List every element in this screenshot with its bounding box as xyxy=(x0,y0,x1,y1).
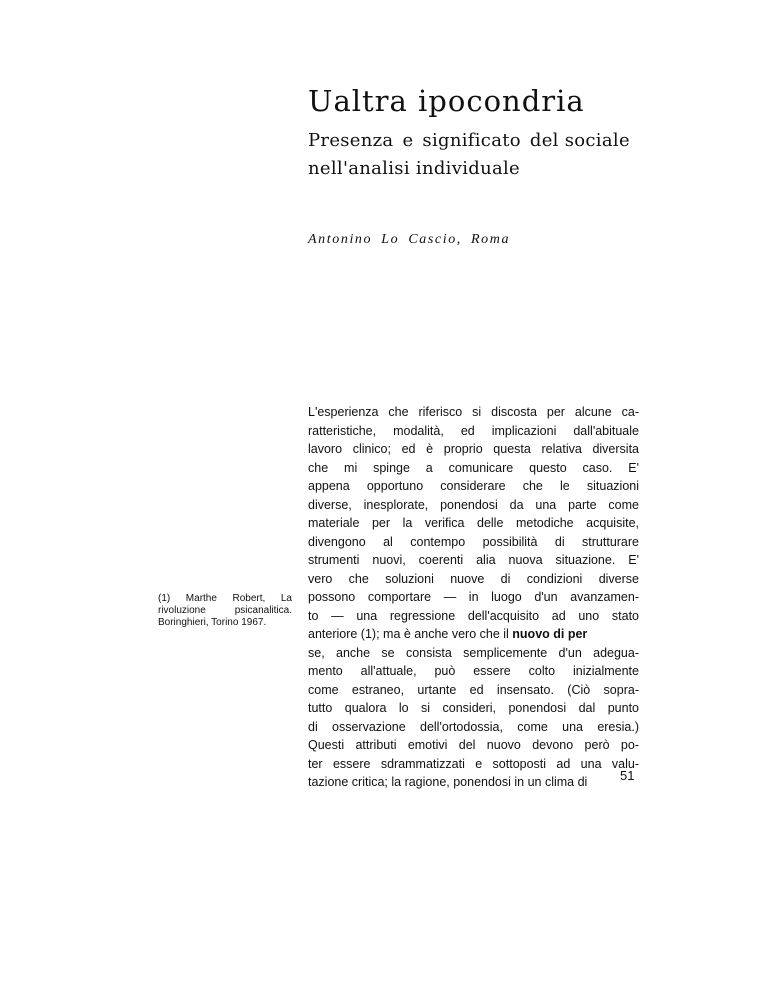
body-line: se, anche se consista semplicemente d'un adegua- xyxy=(308,645,639,660)
body-line: come estraneo, urtante ed insensato. (Ciò sopra- xyxy=(308,682,639,697)
body-line: materiale per la verifica delle metodiche acquisite, xyxy=(308,516,639,530)
footnote-line: Boringhieri, Torino 1967. xyxy=(158,617,267,628)
body-line: diverse, inesplorate, ponendosi da una parte come xyxy=(308,497,639,512)
body-line: appena opportuno considerare che le situazioni xyxy=(308,479,639,493)
body-line: tutto qualora lo si consideri, ponendosi dal punto xyxy=(308,701,639,715)
body-line: ter essere sdrammatizzati e sottoposti ad una valu- xyxy=(308,756,639,771)
body-line: lavoro clinico; ed è proprio questa relativa diversita xyxy=(308,442,639,456)
body-line: divengono al contempo possibilità di strutturare xyxy=(308,534,639,549)
body-line: to — una regressione dell'acquisito ad uno stato xyxy=(308,608,639,623)
footnote-line: (1) Marthe Robert, La xyxy=(158,593,292,604)
body-line: ratteristiche, modalità, ed implicazioni dall'abituale xyxy=(308,423,639,438)
page-number: 51 xyxy=(620,768,635,783)
body-line: Questi attributi emotivi del nuovo devono però po- xyxy=(308,738,639,752)
body-line: anteriore (1); ma è anche vero che il nuovo di per xyxy=(308,627,588,641)
footnote xyxy=(158,593,292,629)
body-paragraph xyxy=(308,403,639,792)
subtitle-line-1: Presenza e significato del sociale xyxy=(308,130,630,151)
body-line: L'esperienza che riferisco si discosta per alcune ca- xyxy=(308,405,639,419)
author-byline: Antonino Lo Cascio, Roma xyxy=(308,232,511,247)
bold-phrase: nuovo di per xyxy=(512,627,588,641)
footnote-line: rivoluzione psicanalitica. xyxy=(158,605,292,616)
subtitle-line-2: nell'analisi individuale xyxy=(308,158,521,179)
body-line: vero che soluzioni nuove di condizioni diverse xyxy=(308,571,639,586)
article-title: Ualtra ipocondria xyxy=(308,84,585,118)
body-line: che mi spinge a comunicare questo caso. E' xyxy=(308,460,639,475)
body-line: mento all'attuale, può essere colto inizialmente xyxy=(308,664,639,678)
article-subtitle xyxy=(308,127,638,183)
body-line: di osservazione dell'ortodossia, come una eresia.) xyxy=(308,719,639,734)
body-line: possono comportare — in luogo d'un avanzamen- xyxy=(308,590,639,604)
body-line: tazione critica; la ragione, ponendosi in un clima di xyxy=(308,775,588,789)
body-line: strumenti nuovi, coerenti alia nuova situazione. E' xyxy=(308,553,639,567)
